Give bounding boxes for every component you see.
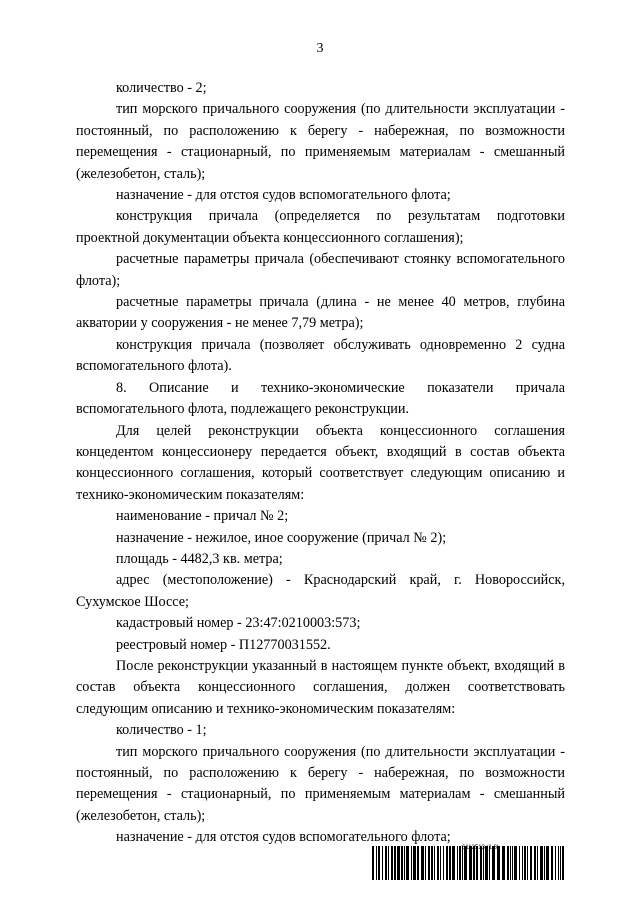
paragraph: кадастровый номер - 23:47:0210003:573;	[116, 615, 361, 632]
paragraph: конструкция причала (определяется по результатам подготовки проектной документации объекта концессионного соглашения);	[76, 208, 565, 246]
paragraph: После реконструкции указанный в настоящем пункте объект, входящий в состав объекта концессионного соглашения, должен соответствовать следующим описанию и технико-экономическим показателям:	[76, 657, 565, 717]
page-number: 3	[316, 41, 324, 56]
barcode-image	[372, 846, 564, 880]
paragraph: адрес (местоположение) - Краснодарский край, г. Новороссийск, Сухумское Шоссе;	[76, 572, 565, 610]
paragraph: расчетные параметры причала (длина - не менее 40 метров, глубина акватории у сооружения - не менее 7,79 метра);	[76, 294, 565, 332]
paragraph: назначение - нежилое, иное сооружение (причал № 2);	[116, 529, 447, 546]
paragraph: 8. Описание и технико-экономические показатели причала вспомогательного флота, подлежащего реконструкции.	[76, 379, 565, 418]
paragraph: тип морского причального сооружения (по длительности эксплуатации - постоянный, по расположению к берегу - набережная, по возможности перемещения - стационарный, по применяемым материалам - смешанный (железобетон, сталь);	[76, 101, 565, 182]
paragraph: площадь - 4482,3 кв. метра;	[116, 550, 283, 567]
paragraph: тип морского причального сооружения (по длительности эксплуатации - постоянный, по расположению к берегу - набережная, по возможности перемещения - стационарный, по применяемым материалам - смешанный (железобетон, сталь);	[76, 743, 565, 824]
paragraph: Для целей реконструкции объекта концессионного соглашения концедентом концессионеру передается объект, входящий в состав объекта концессионного соглашения, который соответствует следующим описанию и технико-экономическим показателям:	[76, 422, 565, 503]
paragraph: расчетные параметры причала (обеспечивают стоянку вспомогательного флота);	[76, 251, 565, 289]
paragraph: конструкция причала (позволяет обслуживать одновременно 2 судна вспомогательного флота).	[76, 336, 565, 375]
paragraph: реестровый номер - П12770031552.	[116, 636, 331, 653]
paragraph: наименование - причал № 2;	[116, 508, 289, 525]
document-body	[76, 78, 565, 849]
paragraph: количество - 2;	[116, 80, 207, 96]
paragraph: назначение - для отстоя судов вспомогательного флота;	[116, 829, 451, 846]
paragraph: количество - 1;	[116, 722, 207, 739]
paragraph: назначение - для отстоя судов вспомогательного флота;	[116, 187, 451, 204]
